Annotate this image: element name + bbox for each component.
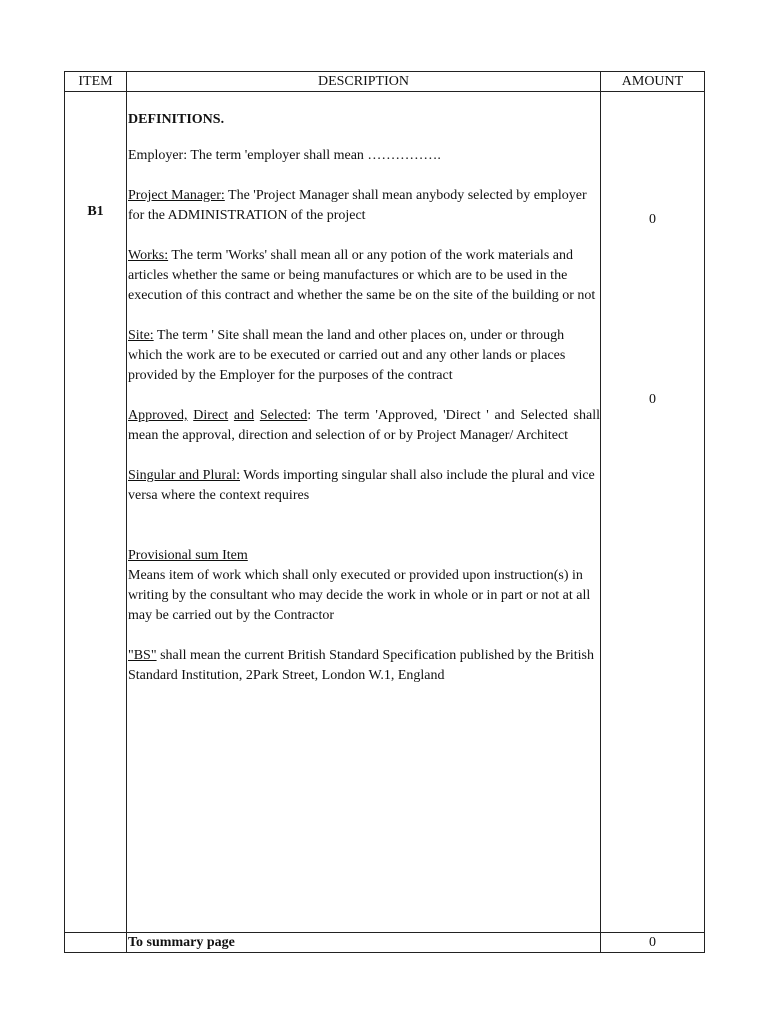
direct-label: Direct (193, 408, 229, 423)
employer-text: : The term 'employer shall mean ……………. (183, 148, 441, 163)
definition-project-manager (128, 186, 600, 226)
definition-approved (128, 406, 600, 446)
provisional-sum-heading (128, 546, 600, 566)
summary-amount: 0 (649, 935, 656, 950)
and-label: and (233, 408, 255, 423)
definition-site (128, 326, 600, 386)
column-divider (126, 72, 127, 952)
definition-employer (128, 146, 600, 166)
singular-label: Singular and Plural: (128, 468, 240, 483)
approved-label: Approved, (128, 408, 188, 423)
works-text: The term 'Works' shall mean all or any potion of the work materials and articles whether the same or being manufactures or which are to be used in the execution of this contract and whether the same be on the site of the building or not (128, 248, 596, 303)
header-amount: AMOUNT (621, 74, 684, 89)
column-divider (600, 72, 601, 952)
employer-label: Employer (128, 148, 184, 163)
header-divider (65, 91, 704, 92)
header-description: DESCRIPTION (317, 74, 409, 89)
description-cell (128, 110, 600, 686)
selected-label: Selected (259, 408, 308, 423)
amount-value: 0 (649, 392, 656, 407)
footer-divider (65, 932, 704, 933)
definition-singular-plural (128, 466, 600, 506)
singular-text: Words importing singular shall also include the plural and vice versa where the context requires (128, 468, 595, 503)
project-manager-label: Project Manager: (128, 188, 225, 203)
site-label: Site: (128, 328, 154, 343)
definition-bs (128, 646, 600, 686)
header-item: ITEM (78, 74, 113, 89)
definitions-heading: DEFINITIONS. (128, 112, 225, 127)
site-text: The term ' Site shall mean the land and other places on, under or through which the work are to be executed or carried out and any other lands or places provided by the Employer for the purposes of the contract (128, 328, 566, 383)
bs-text: shall mean the current British Standard Specification published by the British Standard Institution, 2Park Street, London W.1, England (128, 648, 594, 683)
approved-text: : The term 'Approved, 'Direct ' and Selected shall mean the approval, direction and selection of or by Project Manager/ Architect (128, 408, 601, 443)
bill-table (64, 71, 705, 953)
provisional-sum-text: Means item of work which shall only executed or provided upon instruction(s) in writing by the consultant who may decide the work in whole or in part or not at all may be carried out by the Contractor (128, 568, 591, 623)
definition-works (128, 246, 600, 306)
amount-value: 0 (649, 212, 656, 227)
project-manager-text: The 'Project Manager shall mean anybody selected by employer for the ADMINISTRATION of the project (128, 188, 587, 223)
provisional-label: Provisional sum Item (128, 548, 248, 563)
item-code: B1 (87, 204, 104, 219)
bs-label: "BS" (128, 648, 157, 663)
summary-label: To summary page (128, 935, 235, 950)
works-label: Works: (128, 248, 169, 263)
